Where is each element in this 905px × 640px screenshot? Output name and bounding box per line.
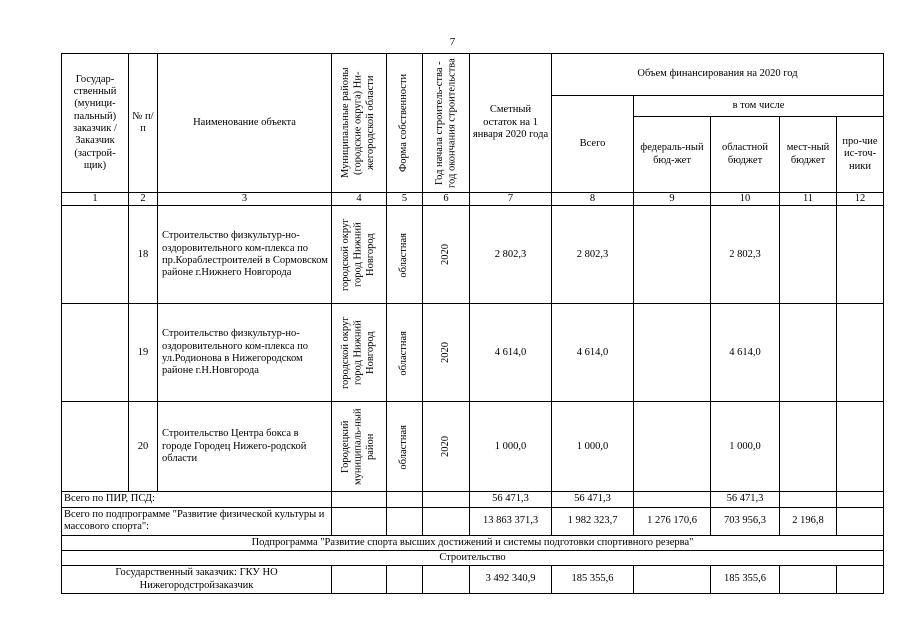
cell-district [332,402,387,492]
table-row [62,402,884,492]
subprogram-title: Подпрограмма "Развитие спорта высших достижений и системы подготовки спортивного резерва" [62,535,884,550]
col-number: 11 [780,193,837,206]
total-sub-label: Всего по подпрограмме "Развитие физической культуры и массового спорта": [62,507,332,535]
total-pir-row [62,492,884,507]
header-federal: федераль-ный бюд-жет [634,117,711,193]
total-pir-label: Всего по ПИР, ПСД: [62,492,332,507]
total-pir-total: 56 471,3 [552,492,634,507]
financing-table [61,53,884,594]
col-number: 1 [62,193,129,206]
header-including: в том числе [634,96,884,117]
header-years [423,54,470,193]
cell-regional: 1 000,0 [711,402,780,492]
cell-total: 4 614,0 [552,304,634,402]
header-ownership [387,54,423,193]
total-subprogram-row [62,507,884,535]
cell-local [780,206,837,304]
header-other: про-чие ис-точ-ники [837,117,884,193]
customer-label: Государственный заказчик: ГКУ НО Нижегородстройзаказчик [62,566,332,594]
header-financing: Объем финансирования на 2020 год [552,54,884,96]
col-number: 10 [711,193,780,206]
cell-other [837,402,884,492]
cell-ownership [387,402,423,492]
col-number: 4 [332,193,387,206]
page-number: 7 [449,36,456,48]
cell-federal [634,206,711,304]
section-title: Строительство [62,550,884,565]
col-number: 8 [552,193,634,206]
total-sub-local: 2 196,8 [780,507,837,535]
header-district-text: Муниципальные районы (городские округа) Ни-жегородской области [340,67,377,179]
cell-district-text: городской округ город Нижний Новгород [340,316,377,390]
header-local: мест-ный бюджет [780,117,837,193]
customer-total: 185 355,6 [552,566,634,594]
cell-year-text: 2020 [439,244,451,266]
cell-local [780,304,837,402]
customer-regional: 185 355,6 [711,566,780,594]
cell-district-text: Городецкий муниципаль-ный район [340,408,377,486]
total-sub-estimate: 13 863 371,3 [470,507,552,535]
cell-object: Строительство физкультур-но-оздоровительного ком-плекса по ул.Родионова в Нижегородском районе г.Н.Новгорода [158,304,332,402]
cell-num: 18 [129,206,158,304]
cell-object: Строительство физкультур-но-оздоровительного ком-плекса по пр.Кораблестроителей в Сормовском районе г.Нижнего Новгорода [158,206,332,304]
cell-year [423,206,470,304]
col-number: 3 [158,193,332,206]
cell-ownership-text: областная [398,330,410,376]
col-number: 9 [634,193,711,206]
cell-regional: 2 802,3 [711,206,780,304]
cell-year-text: 2020 [439,342,451,364]
header-district [332,54,387,193]
cell-object: Строительство Центра бокса в городе Городец Нижего-родской области [158,402,332,492]
cell-total: 1 000,0 [552,402,634,492]
cell-customer [62,206,129,304]
table-row [62,206,884,304]
cell-num: 20 [129,402,158,492]
cell-ownership [387,304,423,402]
cell-local [780,402,837,492]
cell-ownership [387,206,423,304]
table-row [62,304,884,402]
cell-district [332,304,387,402]
cell-customer [62,402,129,492]
col-number: 7 [470,193,552,206]
header-object: Наименование объекта [158,54,332,193]
customer-estimate: 3 492 340,9 [470,566,552,594]
total-pir-regional: 56 471,3 [711,492,780,507]
header-total: Всего [552,96,634,193]
cell-customer [62,304,129,402]
cell-other [837,206,884,304]
total-pir-estimate: 56 471,3 [470,492,552,507]
cell-district [332,206,387,304]
header-estimate: Сметный остаток на 1 января 2020 года [470,54,552,193]
cell-ownership-text: областная [398,424,410,470]
total-sub-total: 1 982 323,7 [552,507,634,535]
cell-num: 19 [129,304,158,402]
cell-estimate: 1 000,0 [470,402,552,492]
cell-regional: 4 614,0 [711,304,780,402]
cell-other [837,304,884,402]
header-num: № п/п [129,54,158,193]
cell-year [423,402,470,492]
cell-estimate: 4 614,0 [470,304,552,402]
cell-federal [634,402,711,492]
header-years-text: Год начала строитель-ства - год окончания строительства [433,58,457,188]
total-sub-federal: 1 276 170,6 [634,507,711,535]
header-customer: Государ-ственный (муници-пальный) заказчик / Заказчик (застрой-щик) [62,54,129,193]
col-number: 5 [387,193,423,206]
cell-ownership-text: областная [398,232,410,278]
col-number: 6 [423,193,470,206]
cell-year-text: 2020 [439,436,451,458]
cell-federal [634,304,711,402]
header-regional: областной бюджет [711,117,780,193]
cell-estimate: 2 802,3 [470,206,552,304]
customer-row [62,566,884,594]
total-sub-regional: 703 956,3 [711,507,780,535]
header-ownership-text: Форма собственности [398,73,410,173]
cell-district-text: городской округ город Нижний Новгород [340,218,377,292]
cell-total: 2 802,3 [552,206,634,304]
col-number: 2 [129,193,158,206]
col-number: 12 [837,193,884,206]
cell-year [423,304,470,402]
